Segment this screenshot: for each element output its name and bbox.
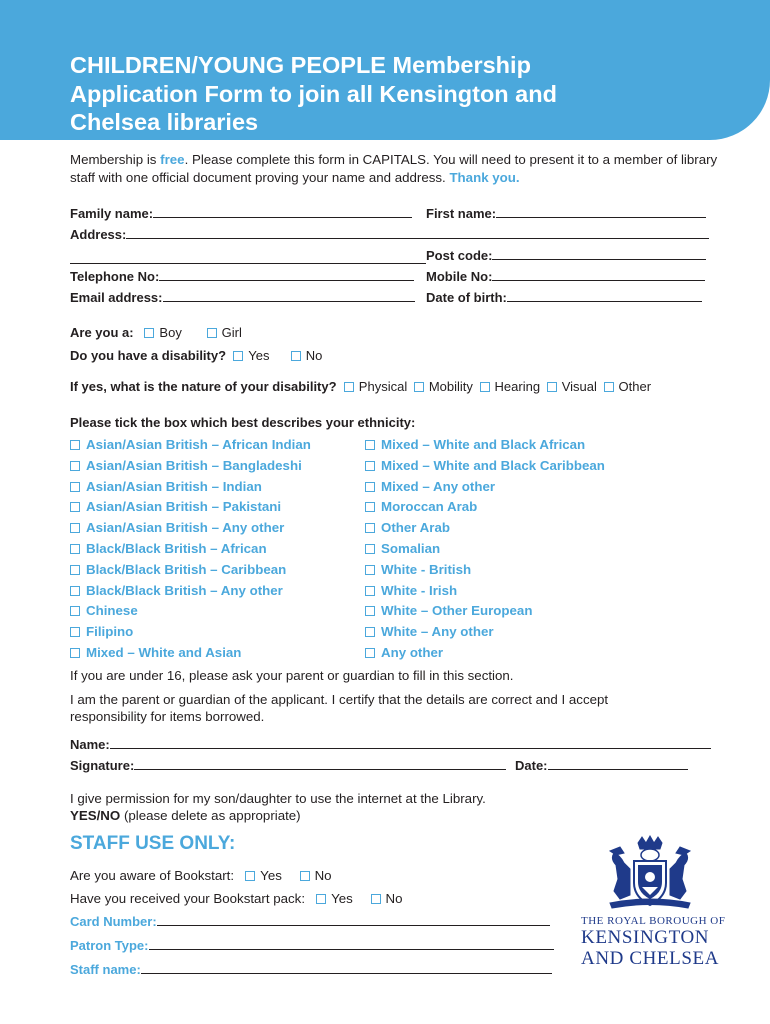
dob-field[interactable]: Date of birth: bbox=[426, 289, 702, 307]
checkbox-icon[interactable] bbox=[207, 328, 217, 338]
disability-nature-question: If yes, what is the nature of your disability? Physical Mobility Hearing Visual Other bbox=[70, 379, 652, 394]
nature-visual[interactable]: Visual bbox=[547, 379, 597, 394]
checkbox-icon[interactable] bbox=[365, 648, 375, 658]
ethnicity-option[interactable]: Filipino bbox=[70, 622, 311, 643]
nature-other[interactable]: Other bbox=[604, 379, 652, 394]
ethnicity-option[interactable]: Asian/Asian British – Indian bbox=[70, 477, 311, 498]
ethnicity-option[interactable]: Black/Black British – Any other bbox=[70, 581, 311, 602]
ethnicity-option[interactable]: Black/Black British – Caribbean bbox=[70, 560, 311, 581]
ethnicity-option[interactable]: White - Irish bbox=[365, 581, 605, 602]
ethnicity-option[interactable]: Any other bbox=[365, 643, 605, 664]
checkbox-icon[interactable] bbox=[70, 502, 80, 512]
ethnicity-option[interactable]: Moroccan Arab bbox=[365, 497, 605, 518]
checkbox-icon[interactable] bbox=[365, 440, 375, 450]
checkbox-icon[interactable] bbox=[365, 544, 375, 554]
ethnicity-option[interactable]: Mixed – White and Black African bbox=[365, 435, 605, 456]
bookstart-aware-no[interactable]: No bbox=[300, 867, 332, 885]
signature-field[interactable]: Signature: bbox=[70, 757, 506, 775]
ethnicity-option[interactable]: Other Arab bbox=[365, 518, 605, 539]
ethnicity-option[interactable]: White – Any other bbox=[365, 622, 605, 643]
staff-name-field[interactable]: Staff name: bbox=[70, 961, 552, 979]
nature-mobility[interactable]: Mobility bbox=[414, 379, 473, 394]
telephone-field[interactable]: Telephone No: bbox=[70, 268, 414, 286]
checkbox-icon[interactable] bbox=[70, 606, 80, 616]
bookstart-pack-question: Have you received your Bookstart pack: Yes No bbox=[70, 891, 403, 906]
checkbox-icon[interactable] bbox=[365, 523, 375, 533]
bookstart-aware-question: Are you aware of Bookstart: Yes No bbox=[70, 868, 332, 883]
ethnicity-right-column bbox=[365, 435, 605, 664]
free-highlight: free bbox=[160, 152, 185, 167]
borough-crest-icon bbox=[580, 835, 720, 910]
checkbox-icon[interactable] bbox=[344, 382, 354, 392]
checkbox-icon[interactable] bbox=[70, 523, 80, 533]
post-code-field[interactable]: Post code: bbox=[426, 247, 706, 265]
bookstart-pack-no[interactable]: No bbox=[371, 890, 403, 908]
checkbox-icon[interactable] bbox=[70, 565, 80, 575]
checkbox-icon[interactable] bbox=[70, 482, 80, 492]
first-name-field[interactable]: First name: bbox=[426, 205, 706, 223]
disability-question: Do you have a disability? Yes No bbox=[70, 348, 323, 363]
disability-no-option[interactable]: No bbox=[291, 347, 323, 365]
date-field[interactable]: Date: bbox=[515, 757, 688, 775]
ethnicity-title: Please tick the box which best describes your ethnicity: bbox=[70, 415, 416, 430]
ethnicity-option[interactable]: White - British bbox=[365, 560, 605, 581]
checkbox-icon[interactable] bbox=[604, 382, 614, 392]
checkbox-icon[interactable] bbox=[70, 461, 80, 471]
patron-type-field[interactable]: Patron Type: bbox=[70, 937, 554, 955]
internet-permission: I give permission for my son/daughter to use the internet at the Library. bbox=[70, 791, 486, 806]
ethnicity-option[interactable]: Asian/Asian British – Bangladeshi bbox=[70, 456, 311, 477]
checkbox-icon[interactable] bbox=[414, 382, 424, 392]
checkbox-icon[interactable] bbox=[70, 586, 80, 596]
checkbox-icon[interactable] bbox=[70, 440, 80, 450]
checkbox-icon[interactable] bbox=[365, 565, 375, 575]
ethnicity-left-column bbox=[70, 435, 311, 664]
checkbox-icon[interactable] bbox=[480, 382, 490, 392]
ethnicity-option[interactable]: Black/Black British – African bbox=[70, 539, 311, 560]
disability-yes-option[interactable]: Yes bbox=[233, 347, 269, 365]
bookstart-pack-yes[interactable]: Yes bbox=[316, 890, 353, 908]
checkbox-icon[interactable] bbox=[245, 871, 255, 881]
checkbox-icon[interactable] bbox=[365, 627, 375, 637]
ethnicity-option[interactable]: Mixed – White and Black Caribbean bbox=[365, 456, 605, 477]
checkbox-icon[interactable] bbox=[316, 894, 326, 904]
card-number-field[interactable]: Card Number: bbox=[70, 913, 550, 931]
checkbox-icon[interactable] bbox=[233, 351, 243, 361]
ethnicity-option[interactable]: Asian/Asian British – Any other bbox=[70, 518, 311, 539]
email-field[interactable]: Email address: bbox=[70, 289, 415, 307]
checkbox-icon[interactable] bbox=[365, 482, 375, 492]
bookstart-aware-yes[interactable]: Yes bbox=[245, 867, 282, 885]
yes-no-line[interactable]: YES/NO (please delete as appropriate) bbox=[70, 808, 301, 823]
checkbox-icon[interactable] bbox=[70, 648, 80, 658]
ethnicity-option[interactable]: Asian/Asian British – Pakistani bbox=[70, 497, 311, 518]
borough-logo: THE ROYAL BOROUGH OF KENSINGTON AND CHELSEA bbox=[581, 915, 726, 969]
checkbox-icon[interactable] bbox=[365, 502, 375, 512]
guardian-certification: I am the parent or guardian of the applicant. I certify that the details are correct and I accept responsibility for items borrowed. bbox=[70, 692, 609, 724]
checkbox-icon[interactable] bbox=[371, 894, 381, 904]
ethnicity-option[interactable]: Mixed – White and Asian bbox=[70, 643, 311, 664]
checkbox-icon[interactable] bbox=[365, 461, 375, 471]
ethnicity-option[interactable]: White – Other European bbox=[365, 601, 605, 622]
address-field[interactable]: Address: bbox=[70, 226, 709, 244]
address-line-2[interactable] bbox=[70, 250, 426, 264]
thank-you: Thank you. bbox=[449, 170, 520, 185]
intro-text: Membership is free. Please complete this form in CAPITALS. You will need to present it to a member of library staff with one official document proving your name and address. Thank you. bbox=[70, 152, 718, 185]
mobile-field[interactable]: Mobile No: bbox=[426, 268, 705, 286]
nature-hearing[interactable]: Hearing bbox=[480, 379, 541, 394]
ethnicity-option[interactable]: Asian/Asian British – African Indian bbox=[70, 435, 311, 456]
checkbox-icon[interactable] bbox=[300, 871, 310, 881]
form-title: CHILDREN/YOUNG PEOPLE Membership Application Form to join all Kensington and Chelsea libraries bbox=[70, 52, 557, 135]
gender-question: Are you a: Boy Girl bbox=[70, 325, 242, 340]
checkbox-icon[interactable] bbox=[547, 382, 557, 392]
ethnicity-option[interactable]: Somalian bbox=[365, 539, 605, 560]
boy-option[interactable]: Boy bbox=[144, 324, 181, 342]
checkbox-icon[interactable] bbox=[70, 544, 80, 554]
ethnicity-option[interactable]: Mixed – Any other bbox=[365, 477, 605, 498]
girl-option[interactable]: Girl bbox=[207, 324, 242, 342]
nature-physical[interactable]: Physical bbox=[344, 379, 407, 394]
guardian-name-field[interactable]: Name: bbox=[70, 736, 711, 754]
checkbox-icon[interactable] bbox=[70, 627, 80, 637]
under-16-note: If you are under 16, please ask your parent or guardian to fill in this section. bbox=[70, 668, 514, 683]
checkbox-icon[interactable] bbox=[365, 586, 375, 596]
family-name-field[interactable]: Family name: bbox=[70, 205, 412, 223]
checkbox-icon[interactable] bbox=[365, 606, 375, 616]
checkbox-icon[interactable] bbox=[144, 328, 154, 338]
header-banner bbox=[0, 0, 770, 140]
ethnicity-option[interactable]: Chinese bbox=[70, 601, 311, 622]
checkbox-icon[interactable] bbox=[291, 351, 301, 361]
staff-use-title: STAFF USE ONLY: bbox=[70, 833, 236, 854]
